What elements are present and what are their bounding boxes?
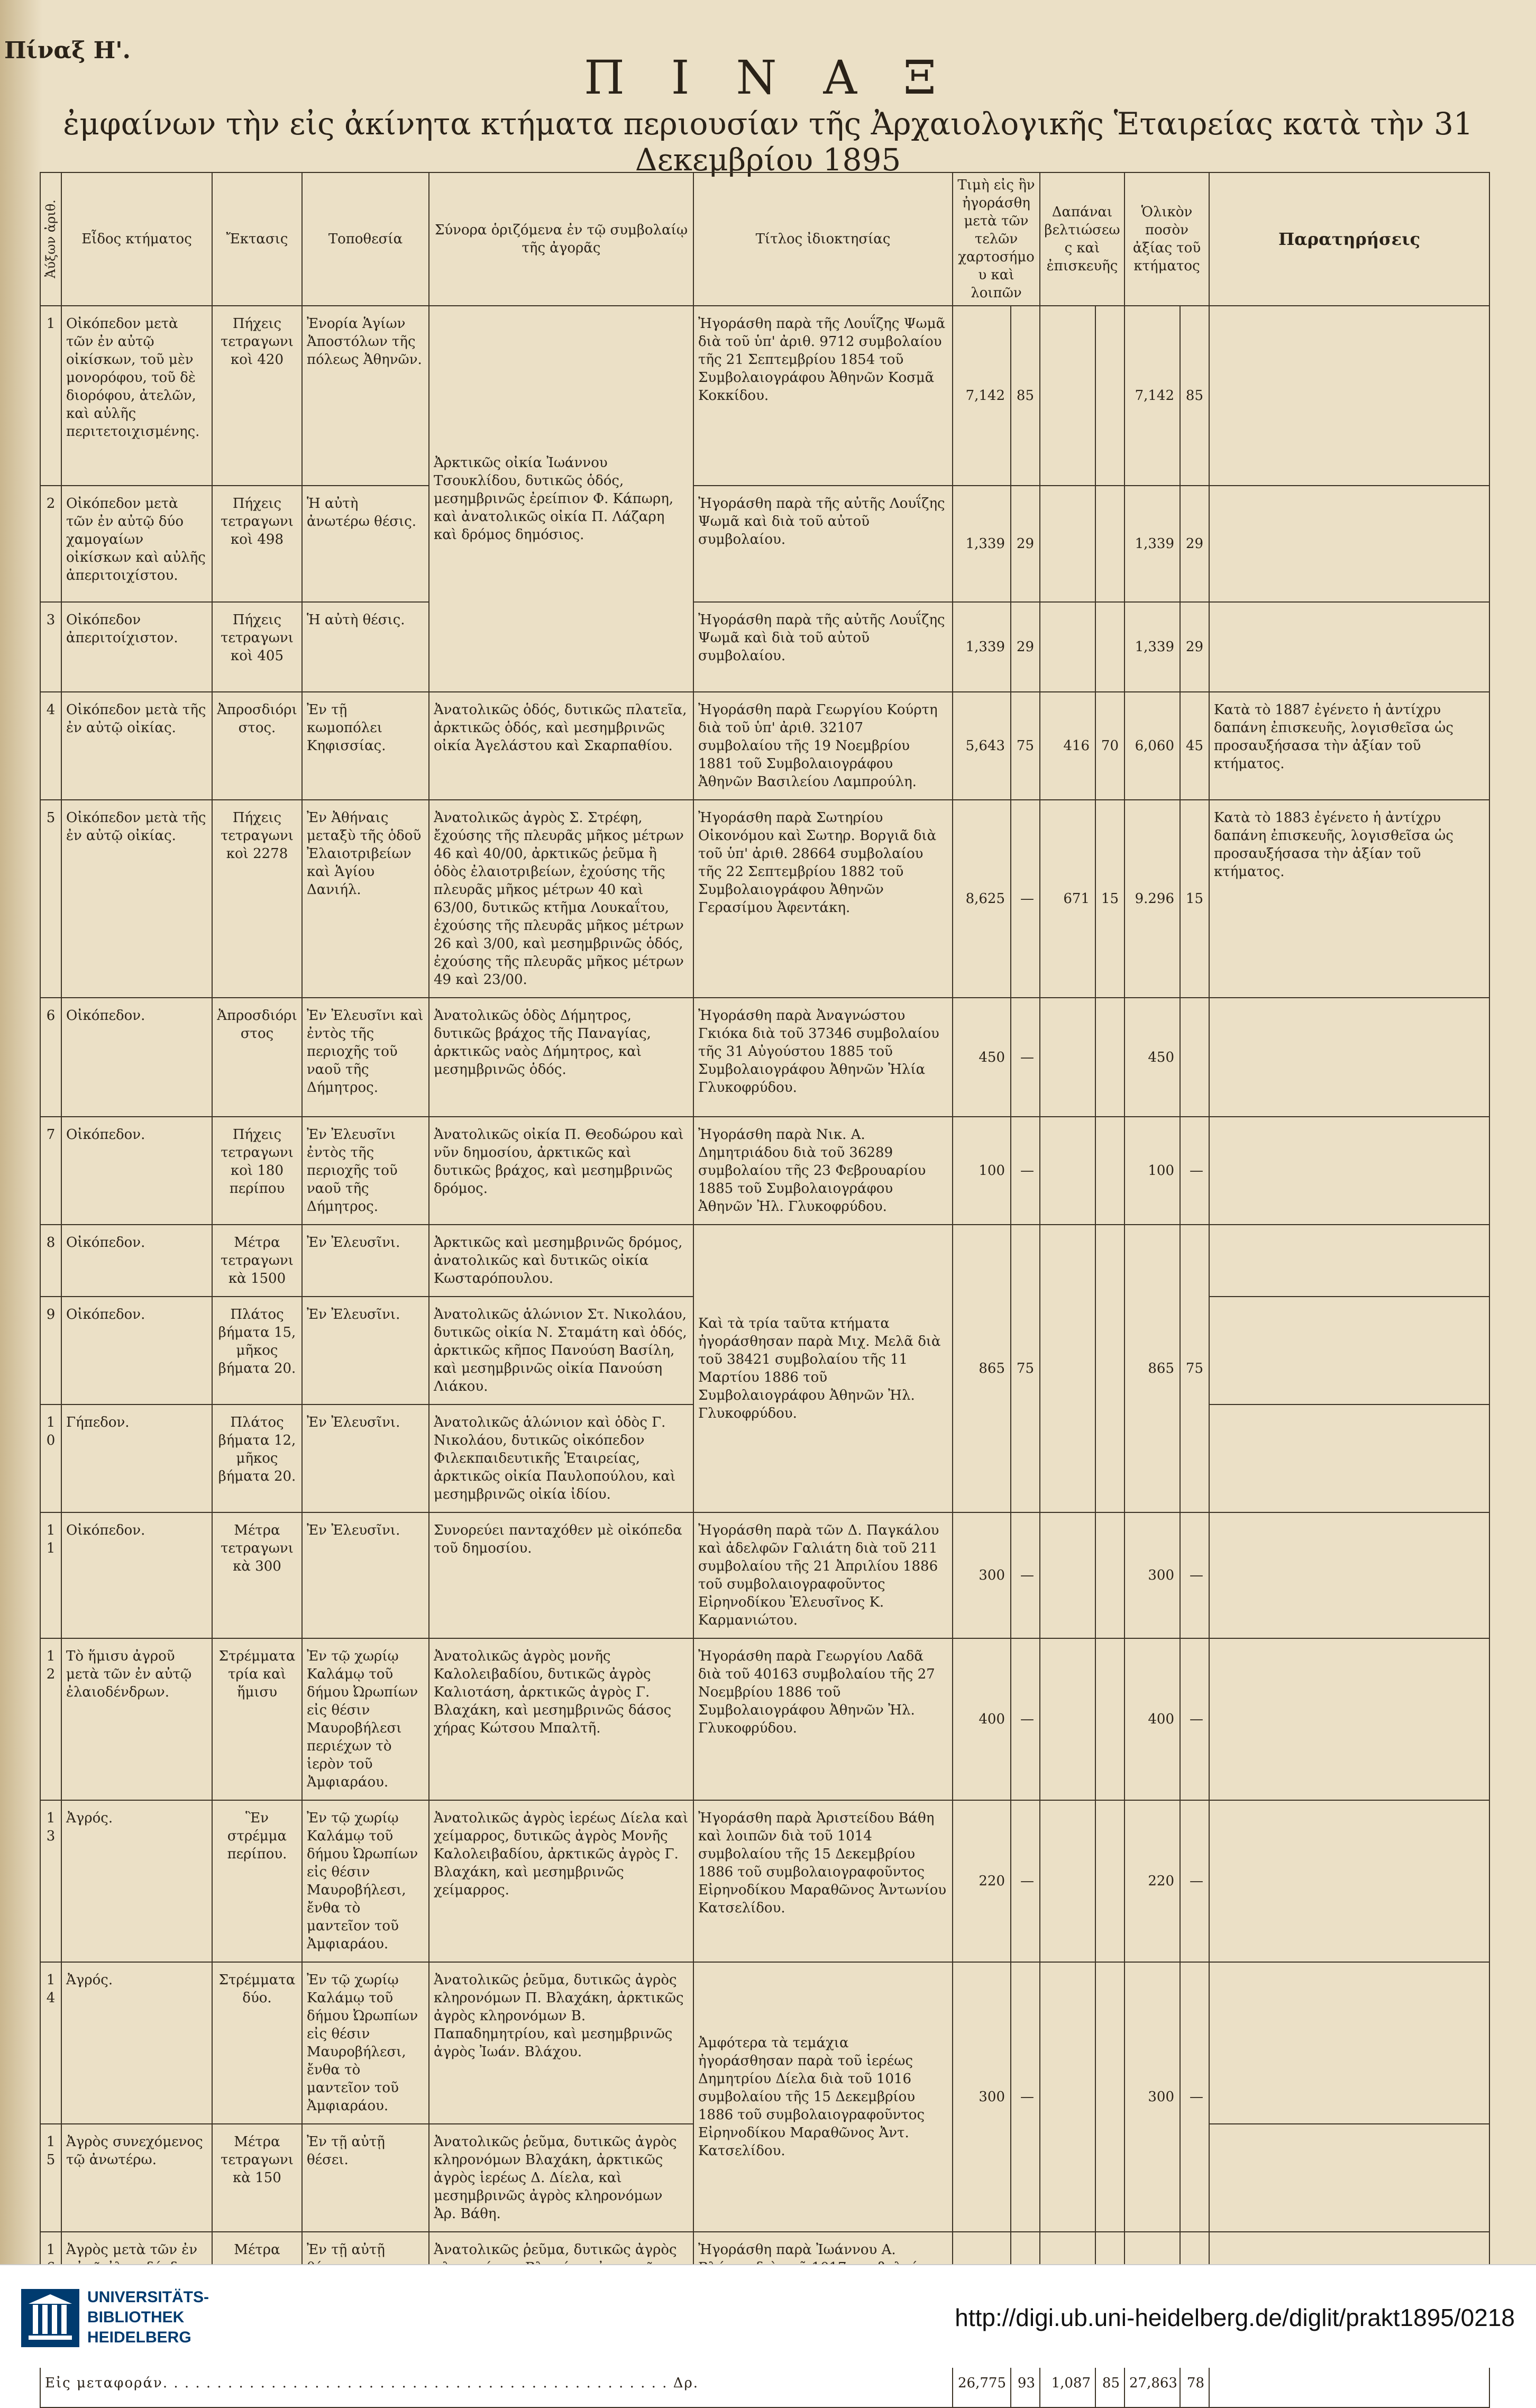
column-header-borders: Σύνορα ὁριζόμενα ἐν τῷ συμβολαίῳ τῆς ἀγορᾶς — [429, 172, 693, 306]
improvements-drachmas — [1040, 1225, 1095, 1512]
property-borders: Ἀνατολικῶς ὁδὸς Δήμητρος, δυτικῶς βράχος τῆς Παναγίας, ἀρκτικῶς ναὸς Δήμητρος, καὶ μεσημβρινῶς ὁδός. — [429, 998, 693, 1117]
price-lepta: — — [1011, 1962, 1040, 2232]
column-header-type: Εἶδος κτήματος — [61, 172, 212, 306]
row-number: 1 — [40, 306, 61, 486]
digitization-footer — [0, 2264, 1536, 2368]
row-number: 1 — [40, 2232, 61, 2359]
property-location: Ἐν Ἐλευσῖνι ἐντὸς τῆς περιοχῆς τοῦ ναοῦ τῆς Δήμητρος. — [302, 1117, 429, 1225]
total-drachmas: 1,339 — [1124, 486, 1180, 602]
property-borders: Ἀνατολικῶς ἀγρὸς Σ. Στρέφη, ἔχούσης τῆς πλευρᾶς μῆκος μέτρων 46 καὶ 40/00, ἀρκτικῶς ῥεῦμα ἢ ὁδὸς ἐλαιοτριβείων, ἐχούσης τῆς πλευρᾶς μῆκος μέτρων 40 καὶ 63/00, δυτικῶς κτῆμα Λουκαΐτου, ἐχούσης τῆς πλευρᾶς μῆκος μέτρων 26 καὶ 3/00, καὶ μεσημβρινῶς ὁδός, ἐχούσης τῆς πλευρᾶς μῆκος μέτρων 49 καὶ 23/00. — [429, 800, 693, 998]
property-area: Πήχεις τετραγωνικοὶ 2278 — [212, 800, 302, 998]
title-deed: Ἠγοράσθη παρὰ Ἀναγνώστου Γκιόκα διὰ τοῦ 37346 συμβολαίου τῆς 31 Αὐγούστου 1885 τοῦ Συμβολαιογράφου Ἀθηνῶν Ἠλία Γλυκοφρύδου. — [693, 998, 953, 1117]
property-borders: Ἀνατολικῶς ὁδός, δυτικῶς πλατεῖα, ἀρκτικῶς ὁδός, καὶ μεσημβρινῶς οἰκία Ἀγελάστου καὶ Σκαρπαθίου. — [429, 692, 693, 800]
property-area: Στρέμματα δύο. — [212, 1962, 302, 2124]
row-number: 2 — [40, 486, 61, 602]
price-drachmas: 400 — [953, 1638, 1011, 1800]
table-row — [40, 1512, 1489, 1638]
property-type: Γήπεδον. — [61, 1404, 212, 1512]
property-location: Ἐν τῷ χωρίῳ Καλάμῳ τοῦ δήμου Ὠρωπίων εἰς θέσιν Μαυροβήλεσι, ἔνθα τὸ μαντεῖον τοῦ Ἀμφιαράου. — [302, 1800, 429, 1962]
price-lepta: — — [1011, 800, 1040, 998]
total-lepta: 85 — [1180, 306, 1209, 486]
price-drachmas: 100 — [953, 1117, 1011, 1225]
property-borders: Ἀνατολικῶς ἀγρὸς μονῆς Καλολειβαδίου, δυτικῶς ἀγρὸς Καλιοτάση, ἀρκτικῶς ἀγρὸς Γ. Βλαχάκη, καὶ μεσημβρινῶς δάσος χήρας Κώτσου Μπαλτῆ. — [429, 1638, 693, 1800]
remarks — [1209, 1404, 1489, 1512]
improvements-drachmas — [1040, 486, 1095, 602]
property-borders: Ἀνατολικῶς ἁλώνιον Στ. Νικολάου, δυτικῶς οἰκία Ν. Σταμάτη καὶ ὁδός, ἀρκτικῶς κῆπος Πανούση Βασίλη, καὶ μεσημβρινῶς οἰκία Πανούση Λιάκου. — [429, 1297, 693, 1404]
property-borders: Ἀνατολικῶς ῥεῦμα, δυτικῶς ἀγρὸς κληρονόμων Βλαχάκη, ἀρκτικῶς ἀγρὸς ἱερέως Δ. Δίελα, καὶ μεσημβρινῶς ἀγρὸς κληρονόμων Ἀρ. Βάθη. — [429, 2124, 693, 2232]
row-number: 7 — [40, 1117, 61, 1225]
column-header-price: Τιμὴ εἰς ἣν ἠγοράσθη μετὰ τῶν τελῶν χαρτοσήμου καὶ λοιπῶν — [953, 172, 1040, 306]
column-header-total-value: Ὁλικὸν ποσὸν ἀξίας τοῦ κτήματος — [1124, 172, 1209, 306]
source-url-link[interactable]: http://digi.ub.uni-heidelberg.de/diglit/prakt1895/0218 — [955, 2304, 1515, 2331]
table-row — [40, 1638, 1489, 1800]
total-improvements-lepta: 85 — [1095, 2359, 1124, 2407]
property-type: Οἰκόπεδον. — [61, 1512, 212, 1638]
column-header-number: Ἀύξων ἀριθ. — [40, 172, 61, 306]
remarks — [1209, 1512, 1489, 1638]
price-drachmas: 220 — [953, 1800, 1011, 1962]
improvements-lepta — [1095, 1962, 1124, 2232]
title-deed: Ἠγοράσθη παρὰ τῆς αὐτῆς Λουΐζης Ψωμᾶ καὶ διὰ τοῦ αὐτοῦ συμβολαίου. — [693, 602, 953, 692]
price-lepta: 85 — [1011, 306, 1040, 486]
property-location: Ἡ αὐτὴ θέσις. — [302, 602, 429, 692]
price-drachmas: 5,643 — [953, 692, 1011, 800]
remarks — [1209, 1297, 1489, 1404]
price-drachmas: 8,625 — [953, 800, 1011, 998]
total-price-lepta: 93 — [1011, 2359, 1040, 2407]
grand-total-drachmas: 27,863 — [1124, 2359, 1180, 2407]
row-number: 13 — [40, 1800, 61, 1962]
remarks — [1209, 998, 1489, 1117]
price-lepta: — — [1011, 1512, 1040, 1638]
improvements-drachmas — [1040, 998, 1095, 1117]
property-type: Οἰκόπεδον μετὰ τῆς ἐν αὐτῷ οἰκίας. — [61, 692, 212, 800]
price-drachmas: 1,339 — [953, 602, 1011, 692]
improvements-lepta — [1095, 1225, 1124, 1512]
total-lepta: 29 — [1180, 602, 1209, 692]
table-row — [40, 800, 1489, 998]
property-location: Ἐν Ἐλευσῖνι. — [302, 1512, 429, 1638]
property-type: Ἀγρὸς συνεχόμενος τῷ ἀνωτέρω. — [61, 2124, 212, 2232]
column-header-title-deed: Τίτλος ἰδιοκτησίας — [693, 172, 953, 306]
property-type: Οἰκόπεδον μετὰ τῆς ἐν αὐτῷ οἰκίας. — [61, 800, 212, 998]
remarks: Κατὰ τὸ 1887 ἐγένετο ἡ ἀντίχρυ δαπάνη ἐπισκευῆς, λογισθεῖσα ὡς προσαυξήσασα τὴν ἀξίαν τοῦ κτήματος. — [1209, 692, 1489, 800]
row-number: 11 — [40, 1512, 61, 1638]
property-area: Στρέμματα τρία καὶ ἥμισυ — [212, 1638, 302, 1800]
property-borders: Ἀνατολικῶς ἀγρὸς ἱερέως Δίελα καὶ χείμαρρος, δυτικῶς ἀγρὸς Μονῆς Καλολειβαδίου, ἀρκτικῶς ἀγρὸς Γ. Βλαχάκη, καὶ μεσημβρινῶς χείμαρρος. — [429, 1800, 693, 1962]
title-deed: Ἠγοράσθη παρὰ Ἀριστείδου Βάθη καὶ λοιπῶν διὰ τοῦ 1014 συμβολαίου τῆς 15 Δεκεμβρίου 1886 τοῦ συμβολαιογραφοῦντος Εἰρηνοδίκου Μαραθῶνος Ἀντωνίου Κατσελίδου. — [693, 1800, 953, 1962]
price-drachmas: 7,142 — [953, 306, 1011, 486]
property-borders: Ἀνατολικῶς ῥεῦμα, δυτικῶς ἀγρὸς κληρονόμων Π. Βλαχάκη, ἀρκτικῶς ἀγρὸς κληρονόμων Β. Παπαδημητρίου, καὶ μεσημβρινῶς ἀγρὸς Ἰωάν. Βλάχου. — [429, 1962, 693, 2124]
table-label: Πίναξ Η'. — [4, 37, 131, 64]
price-drachmas: 450 — [953, 998, 1011, 1117]
title-deed: Καὶ τὰ τρία ταῦτα κτήματα ἠγοράσθησαν παρὰ Μιχ. Μελᾶ διὰ τοῦ 38421 συμβολαίου τῆς 11 Μαρτίου 1886 τοῦ Συμβολαιογράφου Ἀθηνῶν Ἠλ. Γλυκοφρύδου. — [693, 1225, 953, 1512]
property-area: Πλάτος βήματα 12, μῆκος βήματα 20. — [212, 1404, 302, 1512]
table-row — [40, 1800, 1489, 1962]
property-location: Ἐν τῇ κωμοπόλει Κηφισσίας. — [302, 692, 429, 800]
column-header-remarks: Παρατηρήσεις — [1209, 172, 1489, 306]
total-lepta: — — [1180, 1117, 1209, 1225]
header-row — [40, 172, 1489, 306]
title-deed: Ἠγοράσθη παρὰ Σωτηρίου Οἰκονόμου καὶ Σωτηρ. Βοργιᾶ διὰ τοῦ ὑπ' ἀριθ. 28664 συμβολαίου τῆς 22 Σεπτεμβρίου 1882 τοῦ Συμβολαιογράφου Ἀθηνῶν Γερασίμου Ἀφεντάκη. — [693, 800, 953, 998]
property-location: Ἐν τῷ χωρίῳ Καλάμῳ τοῦ δήμου Ὠρωπίων εἰς θέσιν Μαυροβήλεσι, ἔνθα τὸ μαντεῖον τοῦ Ἀμφιαράου. — [302, 1962, 429, 2124]
column-header-area: Ἔκτασις — [212, 172, 302, 306]
total-lepta — [1180, 998, 1209, 1117]
total-drachmas: 400 — [1124, 1638, 1180, 1800]
total-lepta: 75 — [1180, 1225, 1209, 1512]
price-drachmas: 300 — [953, 1962, 1011, 2232]
total-lepta: — — [1180, 1962, 1209, 2232]
row-number: 15 — [40, 2124, 61, 2232]
improvements-drachmas — [1040, 1962, 1095, 2232]
table-row — [40, 1117, 1489, 1225]
total-lepta: — — [1180, 1512, 1209, 1638]
improvements-lepta — [1095, 998, 1124, 1117]
improvements-drachmas — [1040, 1117, 1095, 1225]
improvements-drachmas: 416 — [1040, 692, 1095, 800]
total-drachmas: 1,339 — [1124, 602, 1180, 692]
total-drachmas: 6,060 — [1124, 692, 1180, 800]
improvements-drachmas: 671 — [1040, 800, 1095, 998]
table-row — [40, 1962, 1489, 2124]
title-deed: Ἠγοράσθη παρὰ τῆς Λουΐζης Ψωμᾶ διὰ τοῦ ὑπ' ἀριθ. 9712 συμβολαίου τῆς 21 Σεπτεμβρίου 1854 τοῦ Συμβολαιογράφου Ἀθηνῶν Κοσμᾶ Κοκκίδου. — [693, 306, 953, 486]
property-area: Μέτρα τετραγωνικὰ 300 — [212, 1512, 302, 1638]
title-deed: Ἠγοράσθη παρὰ τῆς αὐτῆς Λουΐζης Ψωμᾶ καὶ διὰ τοῦ αὐτοῦ συμβολαίου. — [693, 486, 953, 602]
property-type: Τὸ ἥμισυ ἀγροῦ μετὰ τῶν ἐν αὐτῷ ἐλαιοδένδρων. — [61, 1638, 212, 1800]
price-lepta: 29 — [1011, 602, 1040, 692]
improvements-lepta — [1095, 1117, 1124, 1225]
table-row — [40, 1225, 1489, 1297]
row-number: 4 — [40, 692, 61, 800]
total-drachmas: 100 — [1124, 1117, 1180, 1225]
remarks — [1209, 1962, 1489, 2124]
property-type: Οἰκόπεδον μετὰ τῶν ἐν αὐτῷ δύο χαμογαίων οἰκίσκων καὶ αὐλῆς ἀπεριτοιχίστου. — [61, 486, 212, 602]
property-type: Ἀγρός. — [61, 1800, 212, 1962]
improvements-lepta — [1095, 1800, 1124, 1962]
property-type: Ἀγρὸς μετὰ τῶν ἐν — [61, 2232, 212, 2359]
title-deed: Ἠγοράσθη παρὰ τῶν Δ. Παγκάλου καὶ ἀδελφῶν Γαλιάτη διὰ τοῦ 211 συμβολαίου τῆς 21 Ἀπριλίου 1886 τοῦ συμβολαιογραφοῦντος Εἰρηνοδίκου Ἐλευσῖνος Κ. Καρμανιώτου. — [693, 1512, 953, 1638]
table-row — [40, 602, 1489, 692]
title-deed: Ἠγοράσθη παρὰ Γεωργίου Λαδᾶ διὰ τοῦ 40163 συμβολαίου τῆς 27 Νοεμβρίου 1886 τοῦ Συμβολαιογράφου Ἀθηνῶν Ἠλ. Γλυκοφρύδου. — [693, 1638, 953, 1800]
table-row — [40, 306, 1489, 486]
total-drachmas: 300 — [1124, 1962, 1180, 2232]
improvements-drachmas — [1040, 1638, 1095, 1800]
carry-forward-label: Εἰς μεταφοράν. . . . . . . . . . . . . . . . . . . . . . . . . . . . . . . . . . . . . . . . . . . . . . . Δρ. — [40, 2359, 953, 2407]
row-number: 14 — [40, 1962, 61, 2124]
total-drachmas: 9.296 — [1124, 800, 1180, 998]
remarks: Κατὰ τὸ 1883 ἐγένετο ἡ ἀντίχρυ δαπάνη ἐπισκευῆς, λογισθεῖσα ὡς προσαυξήσασα τὴν ἀξίαν τοῦ κτήματος. — [1209, 800, 1489, 998]
improvements-drachmas — [1040, 1512, 1095, 1638]
column-header-improvements: Δαπάναι βελτιώσεως καὶ ἐπισκευῆς — [1040, 172, 1124, 306]
total-drachmas: 7,142 — [1124, 306, 1180, 486]
remarks — [1209, 1225, 1489, 1297]
property-type: Οἰκόπεδον μετὰ τῶν ἐν αὐτῷ οἰκίσκων, τοῦ μὲν μονορόφου, τοῦ δὲ διορόφου, ἀτελῶν, καὶ αὐλῆς περιτετοιχισμένης. — [61, 306, 212, 486]
total-lepta: — — [1180, 1800, 1209, 1962]
property-borders: Συνορεύει πανταχόθεν μὲ οἰκόπεδα τοῦ δημοσίου. — [429, 1512, 693, 1638]
remarks — [1209, 2124, 1489, 2232]
title-deed: Ἀμφότερα τὰ τεμάχια ἠγοράσθησαν παρὰ τοῦ ἱερέως Δημητρίου Δίελα διὰ τοῦ 1016 συμβολαίου τῆς 15 Δεκεμβρίου 1886 τοῦ συμβολαιογραφοῦντος Εἰρηνοδίκου Μαραθῶνος Ἀντ. Κατσελίδου. — [693, 1962, 953, 2232]
university-library-name: UNIVERSITÄTS- BIBLIOTHEK HEIDELBERG — [87, 2288, 209, 2346]
improvements-drachmas — [1040, 306, 1095, 486]
property-type: Οἰκόπεδον. — [61, 1225, 212, 1297]
property-type: Οἰκόπεδον. — [61, 1117, 212, 1225]
property-type: Ἀγρός. — [61, 1962, 212, 2124]
total-lepta: 45 — [1180, 692, 1209, 800]
property-borders: Ἀνατολικῶς ἁλώνιον καὶ ὁδὸς Γ. Νικολάου, δυτικῶς οἰκόπεδον Φιλεκπαιδευτικῆς Ἑταιρείας, ἀρκτικῶς οἰκία Παυλοπούλου, καὶ μεσημβρινῶς οἰκία ἰδίου. — [429, 1404, 693, 1512]
table-row — [40, 692, 1489, 800]
row-number: 3 — [40, 602, 61, 692]
table-row — [40, 998, 1489, 1117]
price-drachmas: 1,339 — [953, 486, 1011, 602]
total-drachmas: 450 — [1124, 998, 1180, 1117]
row-number: 12 — [40, 1638, 61, 1800]
property-location: Ἐνορία Ἁγίων Ἀποστόλων τῆς πόλεως Ἀθηνῶν. — [302, 306, 429, 486]
property-area: Ἓν στρέμμα περίπου. — [212, 1800, 302, 1962]
total-improvements-drachmas: 1,087 — [1040, 2359, 1095, 2407]
total-drachmas: 300 — [1124, 1512, 1180, 1638]
property-area: Μέτρα τετραγωνικὰ 150 — [212, 2124, 302, 2232]
improvements-lepta — [1095, 1512, 1124, 1638]
price-lepta: — — [1011, 1638, 1040, 1800]
improvements-drachmas — [1040, 1800, 1095, 1962]
total-drachmas: 865 — [1124, 1225, 1180, 1512]
row-number: 10 — [40, 1404, 61, 1512]
property-type: Οἰκόπεδον. — [61, 1297, 212, 1404]
improvements-lepta — [1095, 486, 1124, 602]
property-area: Ἀπροσδιόριστος — [212, 998, 302, 1117]
remarks — [1209, 306, 1489, 486]
property-type: Οἰκόπεδον. — [61, 998, 212, 1117]
title-deed: Ἠγοράσθη παρὰ Ἰωάννου Α. — [693, 2232, 953, 2359]
total-lepta: 29 — [1180, 486, 1209, 602]
price-lepta: — — [1011, 1117, 1040, 1225]
remarks — [1209, 486, 1489, 602]
improvements-lepta — [1095, 602, 1124, 692]
property-borders: Ἀνατολικῶς ῥεῦμα, δυτικῶς ἀγρὸς — [429, 2232, 693, 2359]
improvements-lepta: 15 — [1095, 800, 1124, 998]
university-library-logo-icon — [21, 2289, 79, 2347]
improvements-lepta — [1095, 306, 1124, 486]
table-row — [40, 486, 1489, 602]
property-area: Πήχεις τετραγωνικοὶ 498 — [212, 486, 302, 602]
property-location: Ἐν Ἐλευσῖνι. — [302, 1225, 429, 1297]
property-borders: Ἀρκτικῶς οἰκία Ἰωάννου Τσουκλίδου, δυτικῶς ὁδός, μεσημβρινῶς ἐρείπιον Φ. Κάπωρη, καὶ ἀνατολικῶς οἰκία Π. Λάζαρη καὶ δρόμος δημόσιος. — [429, 306, 693, 692]
improvements-drachmas — [1040, 602, 1095, 692]
improvements-lepta: 70 — [1095, 692, 1124, 800]
property-location: Ἐν τῷ χωρίῳ Καλάμῳ τοῦ δήμου Ὠρωπίων εἰς θέσιν Μαυροβήλεσι περιέχων τὸ ἱερὸν τοῦ Ἀμφιαράου. — [302, 1638, 429, 1800]
row-number: 6 — [40, 998, 61, 1117]
property-location: Ἐν Ἐλευσῖνι. — [302, 1404, 429, 1512]
property-type: Οἰκόπεδον ἀπεριτοίχιστον. — [61, 602, 212, 692]
total-lepta: — — [1180, 1638, 1209, 1800]
price-drachmas: 865 — [953, 1225, 1011, 1512]
property-borders: Ἀνατολικῶς οἰκία Π. Θεοδώρου καὶ νῦν δημοσίου, ἀρκτικῶς καὶ δυτικῶς βράχος, καὶ μεσημβρινῶς δρόμος. — [429, 1117, 693, 1225]
price-drachmas: 300 — [953, 1512, 1011, 1638]
property-location: Ἡ αὐτὴ ἀνωτέρω θέσις. — [302, 486, 429, 602]
property-location: Ἐν τῇ αὐτῇ θέσει. — [302, 2124, 429, 2232]
property-location: Ἐν Ἐλευσῖνι καὶ ἐντὸς τῆς περιοχῆς τοῦ ναοῦ τῆς Δήμητρος. — [302, 998, 429, 1117]
document-subtitle: ἐμφαίνων τὴν εἰς ἀκίνητα κτήματα περιουσίαν τῆς Ἀρχαιολογικῆς Ἑταιρείας κατὰ τὴν 31 Δεκεμβρίου 1895 — [63, 106, 1473, 178]
remarks — [1209, 1638, 1489, 1800]
grand-total-lepta: 78 — [1180, 2359, 1209, 2407]
price-lepta: — — [1011, 998, 1040, 1117]
row-number: 5 — [40, 800, 61, 998]
price-lepta: — — [1011, 1800, 1040, 1962]
property-area: Πήχεις τετραγωνικοὶ 405 — [212, 602, 302, 692]
property-location: Ἐν Ἐλευσῖνι. — [302, 1297, 429, 1404]
title-deed: Ἠγοράσθη παρὰ Γεωργίου Κούρτη διὰ τοῦ ὑπ' ἀριθ. 32107 συμβολαίου τῆς 19 Νοεμβρίου 1881 τοῦ Συμβολαιογράφου Ἀθηνῶν Βασιλείου Λαμπρούλη. — [693, 692, 953, 800]
remarks — [1209, 1117, 1489, 1225]
price-lepta: 75 — [1011, 1225, 1040, 1512]
property-area: Πλάτος βήματα 15, μῆκος βήματα 20. — [212, 1297, 302, 1404]
price-lepta: 75 — [1011, 692, 1040, 800]
property-area: Μέτρα — [212, 2232, 302, 2359]
row-number: 8 — [40, 1225, 61, 1297]
price-lepta: 29 — [1011, 486, 1040, 602]
total-price-drachmas: 26,775 — [953, 2359, 1011, 2407]
total-drachmas: 220 — [1124, 1800, 1180, 1962]
remarks — [1209, 602, 1489, 692]
total-lepta: 15 — [1180, 800, 1209, 998]
remarks — [1209, 1800, 1489, 1962]
property-location: Ἐν τῇ αὐτῇ — [302, 2232, 429, 2359]
document-title: Π Ι Ν Α Ξ — [584, 50, 952, 105]
property-area: Ἀπροσδιόριστος. — [212, 692, 302, 800]
property-borders: Ἀρκτικῶς καὶ μεσημβρινῶς δρόμος, ἀνατολικῶς καὶ δυτικῶς οἰκία Κωσταρόπουλου. — [429, 1225, 693, 1297]
property-area: Πήχεις τετραγωνικοὶ 420 — [212, 306, 302, 486]
property-ledger-table — [40, 172, 1490, 2408]
row-number: 9 — [40, 1297, 61, 1404]
property-area: Μέτρα τετραγωνικὰ 1500 — [212, 1225, 302, 1297]
title-deed: Ἠγοράσθη παρὰ Νικ. Α. Δημητριάδου διὰ τοῦ 36289 συμβολαίου τῆς 23 Φεβρουαρίου 1885 τοῦ Συμβολαιογράφου Ἀθηνῶν Ἠλ. Γλυκοφρύδου. — [693, 1117, 953, 1225]
page-fold-shadow — [0, 0, 42, 2264]
improvements-lepta — [1095, 1638, 1124, 1800]
column-header-location: Τοποθεσία — [302, 172, 429, 306]
property-area: Πήχεις τετραγωνικοὶ 180 περίπου — [212, 1117, 302, 1225]
property-location: Ἐν Ἀθήναις μεταξὺ τῆς ὁδοῦ Ἐλαιοτριβείων καὶ Ἁγίου Δανιήλ. — [302, 800, 429, 998]
